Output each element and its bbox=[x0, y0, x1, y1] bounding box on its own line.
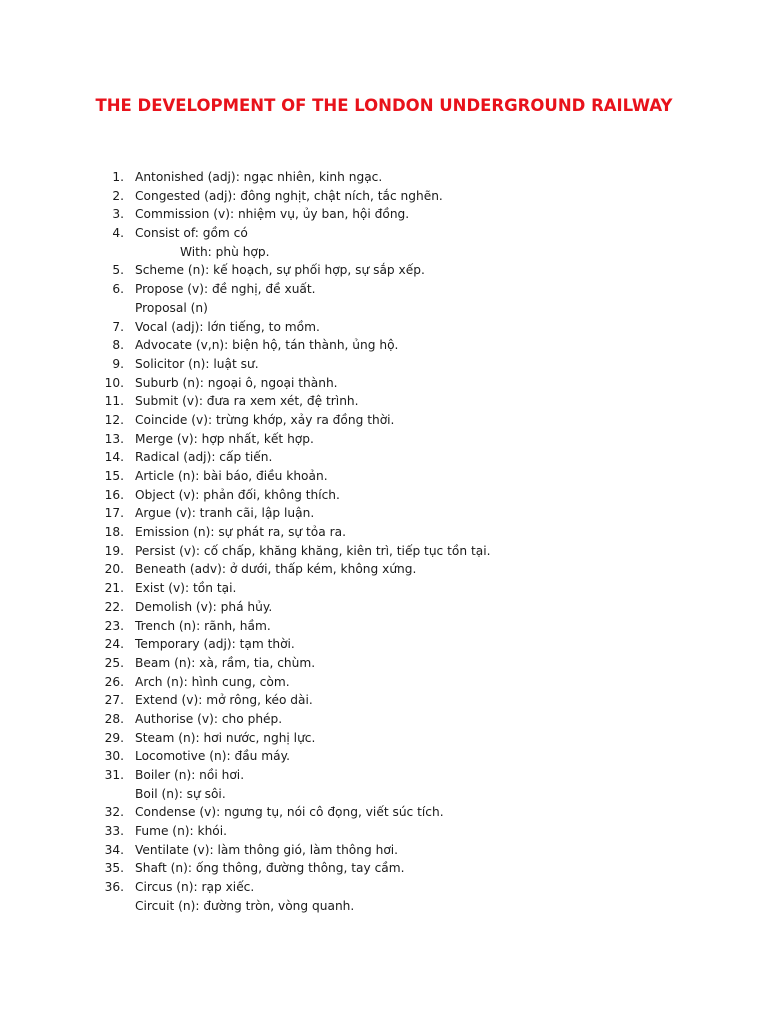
page-title: THE DEVELOPMENT OF THE LONDON UNDERGROUND RAILWAY bbox=[95, 96, 673, 115]
vocab-entry bbox=[100, 430, 720, 449]
vocab-entry bbox=[100, 318, 720, 337]
vocab-entry bbox=[100, 299, 720, 318]
vocab-entry bbox=[100, 168, 720, 187]
entry-text: Boiler (n): nồi hơi. bbox=[135, 768, 245, 782]
vocab-entry bbox=[100, 673, 720, 692]
entry-number: 26. bbox=[104, 674, 124, 689]
vocab-entry bbox=[100, 411, 720, 430]
entry-text: Vocal (adj): lớn tiếng, to mồm. bbox=[135, 319, 320, 334]
vocab-entry bbox=[100, 617, 720, 636]
entry-text: Propose (v): đề nghị, đề xuất. bbox=[135, 282, 316, 297]
entry-number: 35. bbox=[104, 861, 124, 876]
vocab-entry bbox=[100, 224, 720, 243]
entry-number: 5. bbox=[112, 263, 124, 278]
vocab-entry bbox=[100, 878, 720, 897]
vocabulary-list bbox=[100, 168, 720, 916]
entry-number: 2. bbox=[112, 188, 124, 203]
vocab-entry bbox=[100, 803, 720, 822]
entry-number: 19. bbox=[104, 543, 124, 558]
entry-text: Circus (n): rạp xiếc. bbox=[135, 880, 255, 895]
entry-number: 27. bbox=[104, 693, 124, 708]
vocab-entry bbox=[100, 261, 720, 280]
entry-number: 13. bbox=[104, 431, 124, 446]
entry-number: 34. bbox=[104, 842, 124, 857]
entry-text: Demolish (v): phá hủy. bbox=[135, 599, 273, 614]
entry-text: Authorise (v): cho phép. bbox=[135, 711, 283, 726]
entry-number: 8. bbox=[112, 338, 124, 353]
entry-text: Radical (adj): cấp tiến. bbox=[135, 450, 273, 465]
vocab-entry bbox=[100, 841, 720, 860]
entry-number: 6. bbox=[112, 282, 124, 297]
vocab-entry bbox=[100, 467, 720, 486]
entry-number: 22. bbox=[104, 599, 124, 614]
entry-number: 14. bbox=[104, 450, 124, 465]
vocab-entry bbox=[100, 560, 720, 579]
vocab-entry bbox=[100, 710, 720, 729]
entry-text: Argue (v): tranh cãi, lập luận. bbox=[135, 506, 315, 521]
entry-text: Submit (v): đưa ra xem xét, đệ trình. bbox=[135, 394, 359, 409]
vocab-entry bbox=[100, 448, 720, 467]
vocab-entry bbox=[100, 392, 720, 411]
vocab-entry bbox=[100, 859, 720, 878]
entry-text: Solicitor (n): luật sư. bbox=[135, 356, 259, 371]
entry-text: Extend (v): mở rông, kéo dài. bbox=[135, 693, 313, 708]
entry-text: With: phù hợp. bbox=[180, 244, 270, 259]
vocab-entry bbox=[100, 336, 720, 355]
entry-number: 20. bbox=[104, 562, 124, 577]
vocab-entry bbox=[100, 822, 720, 841]
entry-number: 4. bbox=[112, 226, 124, 241]
entry-text: Circuit (n): đường tròn, vòng quanh. bbox=[135, 898, 355, 913]
entry-text: Ventilate (v): làm thông gió, làm thông hơi. bbox=[135, 842, 399, 857]
vocab-entry bbox=[100, 523, 720, 542]
vocab-entry bbox=[100, 205, 720, 224]
entry-number: 21. bbox=[104, 581, 124, 596]
vocab-entry bbox=[100, 187, 720, 206]
vocab-entry bbox=[100, 766, 720, 785]
entry-text: Temporary (adj): tạm thời. bbox=[135, 637, 295, 652]
entry-number: 17. bbox=[104, 506, 124, 521]
entry-text: Exist (v): tồn tại. bbox=[135, 581, 237, 596]
entry-number: 7. bbox=[112, 319, 124, 334]
entry-number: 18. bbox=[104, 525, 124, 540]
vocab-entry bbox=[100, 635, 720, 654]
entry-number: 9. bbox=[112, 356, 124, 371]
entry-text: Suburb (n): ngoại ô, ngoại thành. bbox=[135, 375, 338, 390]
entry-number: 30. bbox=[104, 749, 124, 764]
entry-text: Merge (v): hợp nhất, kết hợp. bbox=[135, 431, 314, 446]
entry-number: 3. bbox=[112, 207, 124, 222]
entry-text: Trench (n): rãnh, hầm. bbox=[135, 618, 271, 633]
vocab-entry bbox=[100, 691, 720, 710]
vocab-entry bbox=[100, 654, 720, 673]
entry-number: 15. bbox=[104, 469, 124, 483]
entry-number: 23. bbox=[104, 618, 124, 633]
entry-text: Locomotive (n): đầu máy. bbox=[135, 749, 290, 764]
vocab-entry bbox=[100, 747, 720, 766]
entry-number: 28. bbox=[104, 711, 124, 726]
entry-text: Scheme (n): kế hoạch, sự phối hợp, sự sắp xếp. bbox=[135, 263, 425, 278]
entry-number: 10. bbox=[104, 375, 124, 390]
vocab-entry bbox=[100, 598, 720, 617]
entry-text: Arch (n): hình cung, còm. bbox=[135, 674, 290, 689]
entry-text: Consist of: gồm có bbox=[135, 226, 248, 241]
vocab-entry bbox=[100, 374, 720, 393]
vocab-entry bbox=[100, 785, 720, 804]
entry-text: Shaft (n): ống thông, đường thông, tay cầm. bbox=[135, 861, 405, 876]
entry-text: Beam (n): xà, rầm, tia, chùm. bbox=[135, 655, 316, 670]
entry-text: Antonished (adj): ngạc nhiên, kinh ngạc. bbox=[135, 170, 383, 184]
entry-text: Article (n): bài báo, điều khoản. bbox=[135, 469, 328, 483]
entry-number: 1. bbox=[112, 170, 124, 184]
vocab-entry bbox=[100, 355, 720, 374]
entry-text: Object (v): phản đối, không thích. bbox=[135, 487, 340, 502]
entry-text: Coincide (v): trừng khớp, xảy ra đồng thời. bbox=[135, 412, 395, 427]
entry-number: 29. bbox=[104, 730, 124, 745]
entry-number: 32. bbox=[104, 805, 124, 820]
entry-text: Advocate (v,n): biện hộ, tán thành, ủng hộ. bbox=[135, 338, 399, 353]
entry-text: Boil (n): sự sôi. bbox=[135, 786, 226, 801]
vocab-entry bbox=[100, 486, 720, 505]
entry-text: Steam (n): hơi nước, nghị lực. bbox=[135, 730, 316, 745]
entry-text: Congested (adj): đông nghịt, chật ních, tắc nghẽn. bbox=[135, 188, 443, 203]
entry-number: 25. bbox=[104, 655, 124, 670]
entry-number: 11. bbox=[104, 394, 124, 409]
entry-text: Emission (n): sự phát ra, sự tỏa ra. bbox=[135, 525, 346, 540]
entry-text: Beneath (adv): ở dưới, thấp kém, không xứng. bbox=[135, 562, 417, 577]
vocab-entry bbox=[100, 280, 720, 299]
entry-number: 31. bbox=[104, 768, 124, 782]
entry-number: 24. bbox=[104, 637, 124, 652]
entry-number: 16. bbox=[104, 487, 124, 502]
vocab-entry bbox=[100, 579, 720, 598]
entry-text: Fume (n): khói. bbox=[135, 824, 228, 839]
vocab-entry bbox=[100, 729, 720, 748]
entry-number: 33. bbox=[104, 824, 124, 839]
entry-text: Proposal (n) bbox=[135, 300, 208, 315]
entry-number: 36. bbox=[104, 880, 124, 895]
entry-text: Commission (v): nhiệm vụ, ủy ban, hội đồng. bbox=[135, 207, 410, 222]
entry-text: Persist (v): cố chấp, khăng khăng, kiên trì, tiếp tục tồn tại. bbox=[135, 543, 491, 558]
vocab-entry bbox=[100, 504, 720, 523]
entry-text: Condense (v): ngưng tụ, nói cô đọng, viết súc tích. bbox=[135, 805, 444, 820]
entry-number: 12. bbox=[104, 412, 124, 427]
vocab-entry bbox=[100, 897, 720, 916]
vocab-entry bbox=[100, 243, 720, 262]
vocab-entry bbox=[100, 542, 720, 561]
